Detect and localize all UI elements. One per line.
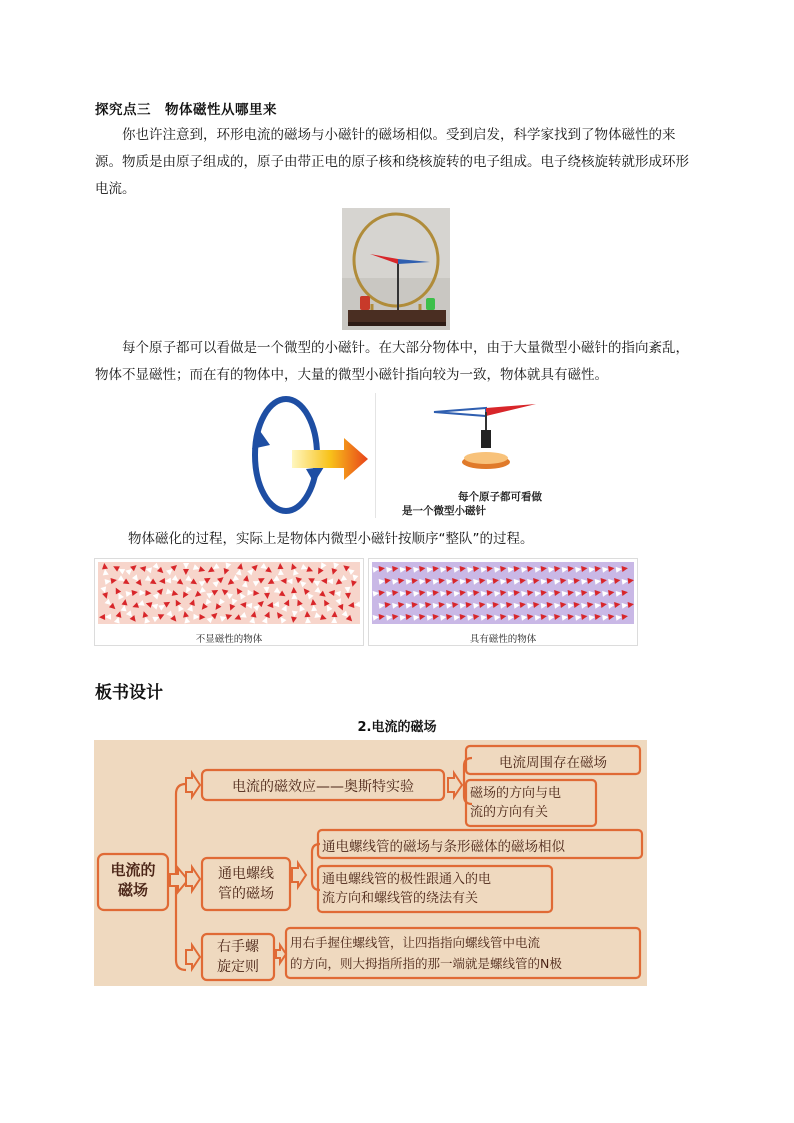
paragraph-atom-as-needle: 每个原子都可以看做是一个微型的小磁针。在大部分物体中，由于大量微型小磁针的指向紊乱，物体不显磁性；而在有的物体中，大量的微型小磁针指向较为一致，物体就具有磁性。 (95, 340, 689, 383)
board-design-heading: 板书设计 (95, 683, 163, 703)
map-branch1-node: 电流的磁效应——奥斯特实验 (232, 779, 414, 795)
needle-caption-line1: 每个原子都可看做 (458, 491, 542, 503)
concept-map (94, 740, 647, 986)
magnetic-object-figure (368, 558, 638, 646)
board-subheading: 2.电流的磁场 (357, 720, 437, 735)
map-branch1-item-1: 电流周围存在磁场 (499, 755, 607, 771)
map-branch2-item-1: 通电螺线管的磁场与条形磁体的磁场相似 (322, 839, 565, 855)
non-magnetic-caption: 不显磁性的物体 (195, 634, 263, 645)
paragraph-origin-of-magnetism: 你也许注意到，环形电流的磁场与小磁针的磁场相似。受到启发，科学家找到了物体磁性的来源。物质是由原子组成的，原子由带正电的原子核和绕核旋转的电子组成。电子绕核旋转就形成环形电流。 (95, 127, 689, 197)
electron-loop-figure (240, 393, 375, 518)
map-root-node: 电流的 磁场 (110, 861, 156, 899)
non-magnetic-object-figure (94, 558, 364, 646)
ring-current-model-photo (342, 208, 450, 330)
section-heading: 探究点三 物体磁性从哪里来 (95, 102, 277, 118)
map-branch1-item-2: 磁场的方向与电 流的方向有关 (470, 786, 562, 820)
needle-caption-line2: 是一个微型小磁针 (402, 505, 486, 517)
map-branch2-item-2: 通电螺线管的极性跟通入的电 流方向和螺线管的绕法有关 (322, 872, 492, 906)
magnetic-caption: 具有磁性的物体 (469, 634, 537, 645)
figure-divider (375, 393, 376, 518)
micro-needle-figure (430, 400, 540, 480)
map-branch3-item: 用右手握住螺线管，让四指指向螺线管中电流 的方向，则大拇指所指的那一端就是螺线管的N极 (290, 935, 562, 971)
map-branch3-node: 右手螺 旋定则 (217, 939, 259, 975)
map-branch2-node: 通电螺线 管的磁场 (218, 866, 274, 902)
paragraph-magnetization: 物体磁化的过程，实际上是物体内微型小磁针按顺序“整队”的过程。 (128, 531, 534, 547)
